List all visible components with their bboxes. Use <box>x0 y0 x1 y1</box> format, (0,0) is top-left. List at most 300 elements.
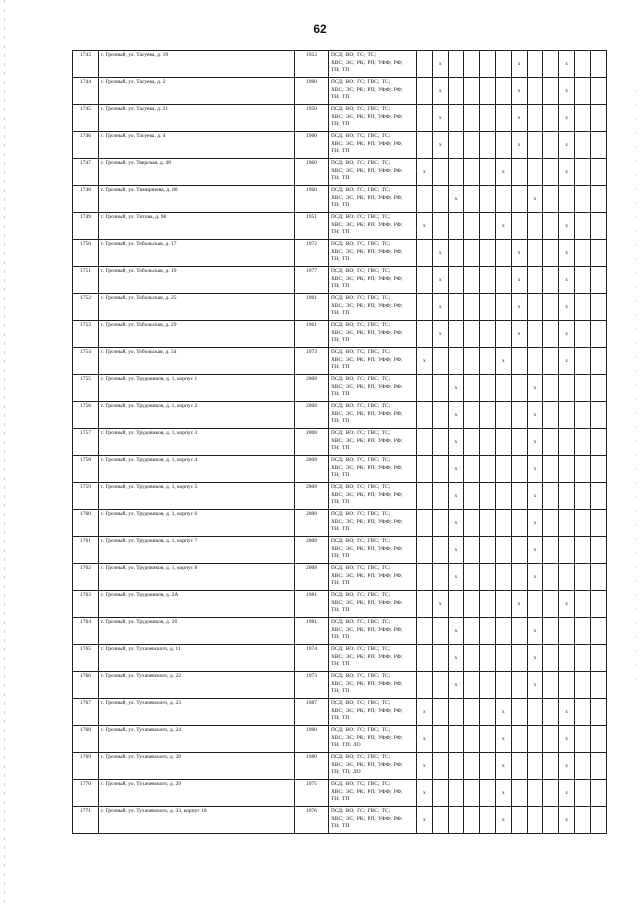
mark-cell <box>574 483 590 510</box>
table-row <box>73 240 607 267</box>
mark-cell <box>590 591 606 618</box>
table-row <box>73 456 607 483</box>
year-built-cell: 1953 <box>295 51 329 78</box>
mark-cell <box>495 375 511 402</box>
work-codes-cell: ПСД; ВО; ГС; ГВС; ТС; ХВС; ЭС; РК; РП; УФФ; РФ; ТН; ТП <box>329 672 417 699</box>
year-built-cell: 2008 <box>295 564 329 591</box>
mark-cell <box>464 699 480 726</box>
mark-cell <box>511 726 527 753</box>
address-cell: г. Грозный, ул. Трудовиков, д. 1, корпус 3 <box>99 429 295 456</box>
mark-cell <box>559 672 575 699</box>
mark-cell: х <box>527 429 543 456</box>
mark-cell <box>543 753 559 780</box>
mark-cell <box>574 645 590 672</box>
mark-cell: х <box>511 240 527 267</box>
address-cell: г. Грозный, ул. Трудовиков, д. 2б <box>99 618 295 645</box>
mark-cell <box>527 159 543 186</box>
mark-cell <box>590 240 606 267</box>
mark-cell <box>480 510 496 537</box>
mark-cell <box>432 159 448 186</box>
mark-cell <box>527 780 543 807</box>
mark-cell <box>543 510 559 537</box>
mark-cell <box>590 564 606 591</box>
table-row <box>73 294 607 321</box>
row-number-cell: 1760 <box>73 510 99 537</box>
mark-cell <box>480 159 496 186</box>
mark-cell: х <box>495 780 511 807</box>
mark-cell: х <box>511 267 527 294</box>
mark-cell <box>432 186 448 213</box>
mark-cell <box>590 780 606 807</box>
mark-cell <box>495 483 511 510</box>
mark-cell <box>432 618 448 645</box>
mark-cell: х <box>511 132 527 159</box>
year-built-cell: 1980 <box>295 753 329 780</box>
mark-cell <box>480 321 496 348</box>
row-number-cell: 1755 <box>73 375 99 402</box>
mark-cell <box>559 537 575 564</box>
mark-cell <box>543 780 559 807</box>
mark-cell <box>527 807 543 834</box>
mark-cell: х <box>417 753 433 780</box>
address-cell: г. Грозный, ул. Тухачевского, д. 29 <box>99 780 295 807</box>
mark-cell <box>574 564 590 591</box>
address-cell: г. Грозный, ул. Трудовиков, д. 1, корпус 7 <box>99 537 295 564</box>
mark-cell <box>543 51 559 78</box>
mark-cell <box>559 618 575 645</box>
mark-cell <box>464 780 480 807</box>
work-codes-cell: ПСД; ВО; ГС; ГВС; ТС; ХВС; ЭС; РК; РП; УФФ; РФ; ТН; ТП <box>329 132 417 159</box>
mark-cell <box>590 402 606 429</box>
mark-cell <box>495 321 511 348</box>
address-cell: г. Грозный, ул. Тобольская, д. 29 <box>99 321 295 348</box>
work-codes-cell: ПСД; ВО; ГС; ГВС; ТС; ХВС; ЭС; РК; РП; УФФ; РФ; ТН; ТП <box>329 699 417 726</box>
work-codes-cell: ПСД; ВО; ГС; ГВС; ТС; ХВС; ЭС; РК; РП; УФФ; РФ; ТН; ТП <box>329 321 417 348</box>
mark-cell <box>417 321 433 348</box>
mark-cell <box>417 240 433 267</box>
mark-cell <box>590 429 606 456</box>
mark-cell <box>590 321 606 348</box>
mark-cell <box>574 294 590 321</box>
year-built-cell: 1960 <box>295 78 329 105</box>
row-number-cell: 1750 <box>73 240 99 267</box>
mark-cell <box>543 375 559 402</box>
mark-cell <box>480 429 496 456</box>
mark-cell <box>464 51 480 78</box>
mark-cell <box>543 348 559 375</box>
work-codes-cell: ПСД; ВО; ГС; ГВС; ТС; ХВС; ЭС; РК; РП; УФФ; РФ; ТН; ТП <box>329 780 417 807</box>
mark-cell <box>559 510 575 537</box>
year-built-cell: 1960 <box>295 186 329 213</box>
table-row <box>73 537 607 564</box>
mark-cell <box>590 78 606 105</box>
mark-cell: х <box>559 213 575 240</box>
row-number-cell: 1751 <box>73 267 99 294</box>
mark-cell <box>464 807 480 834</box>
mark-cell <box>527 51 543 78</box>
mark-cell <box>432 807 448 834</box>
mark-cell <box>574 429 590 456</box>
mark-cell <box>511 159 527 186</box>
address-cell: г. Грозный, ул. Тухачевского, д. 24 <box>99 726 295 753</box>
row-number-cell: 1743 <box>73 51 99 78</box>
mark-cell <box>543 672 559 699</box>
mark-cell <box>480 375 496 402</box>
mark-cell <box>543 564 559 591</box>
address-cell: г. Грозный, ул. Тасуева, д. 2 <box>99 78 295 105</box>
mark-cell: х <box>417 159 433 186</box>
mark-cell <box>527 321 543 348</box>
address-cell: г. Грозный, ул. Тобольская, д. 25 <box>99 294 295 321</box>
mark-cell <box>417 672 433 699</box>
mark-cell <box>574 672 590 699</box>
mark-cell <box>495 645 511 672</box>
table-row <box>73 510 607 537</box>
mark-cell <box>590 348 606 375</box>
year-built-cell: 2008 <box>295 510 329 537</box>
year-built-cell: 1961 <box>295 321 329 348</box>
mark-cell: х <box>432 132 448 159</box>
mark-cell <box>495 105 511 132</box>
address-cell: г. Грозный, ул. Трудовиков, д. 1, корпус 4 <box>99 456 295 483</box>
mark-cell: х <box>559 132 575 159</box>
row-number-cell: 1744 <box>73 78 99 105</box>
mark-cell <box>495 429 511 456</box>
mark-cell <box>464 429 480 456</box>
mark-cell <box>574 753 590 780</box>
year-built-cell: 1960 <box>295 726 329 753</box>
mark-cell: х <box>495 753 511 780</box>
mark-cell <box>464 321 480 348</box>
work-codes-cell: ПСД; ВО; ГС; ГВС; ТС; ХВС; ЭС; РК; РП; УФФ; РФ; ТН; ТП <box>329 375 417 402</box>
mark-cell: х <box>559 78 575 105</box>
mark-cell <box>417 537 433 564</box>
mark-cell <box>417 51 433 78</box>
mark-cell <box>574 537 590 564</box>
mark-cell <box>511 780 527 807</box>
mark-cell <box>480 51 496 78</box>
mark-cell <box>590 375 606 402</box>
mark-cell: х <box>448 483 464 510</box>
mark-cell <box>432 375 448 402</box>
mark-cell <box>480 456 496 483</box>
mark-cell: х <box>559 321 575 348</box>
mark-cell <box>495 591 511 618</box>
mark-cell <box>511 456 527 483</box>
row-number-cell: 1770 <box>73 780 99 807</box>
mark-cell <box>448 159 464 186</box>
mark-cell <box>543 456 559 483</box>
mark-cell <box>574 348 590 375</box>
mark-cell <box>543 105 559 132</box>
mark-cell <box>495 618 511 645</box>
year-built-cell: 2008 <box>295 537 329 564</box>
mark-cell <box>574 402 590 429</box>
mark-cell <box>511 375 527 402</box>
work-codes-cell: ПСД; ВО; ГС; ГВС; ТС; ХВС; ЭС; РК; РП; УФФ; РФ; ТН; ТП <box>329 510 417 537</box>
mark-cell <box>495 186 511 213</box>
mark-cell: х <box>432 267 448 294</box>
mark-cell <box>590 510 606 537</box>
mark-cell: х <box>527 456 543 483</box>
mark-cell: х <box>527 375 543 402</box>
mark-cell <box>559 483 575 510</box>
table-row <box>73 726 607 753</box>
mark-cell <box>511 618 527 645</box>
year-built-cell: 1951 <box>295 213 329 240</box>
mark-cell <box>480 672 496 699</box>
mark-cell <box>543 618 559 645</box>
mark-cell <box>590 456 606 483</box>
mark-cell <box>417 375 433 402</box>
table-row <box>73 348 607 375</box>
mark-cell: х <box>495 807 511 834</box>
mark-cell <box>511 699 527 726</box>
work-codes-cell: ПСД; ВО; ГС; ГВС; ТС; ХВС; ЭС; РК; РП; УФФ; РФ; ТН; ТП <box>329 429 417 456</box>
table-row <box>73 645 607 672</box>
work-codes-cell: ПСД; ВО; ГС; ТС; ХВС; ЭС; РК; РП; УФФ; РФ; ТН; ТП <box>329 51 417 78</box>
mark-cell <box>527 348 543 375</box>
mark-cell <box>590 699 606 726</box>
table-row <box>73 780 607 807</box>
year-built-cell: 1973 <box>295 672 329 699</box>
mark-cell <box>432 510 448 537</box>
mark-cell <box>527 699 543 726</box>
mark-cell <box>480 294 496 321</box>
mark-cell <box>448 780 464 807</box>
address-cell: г. Грозный, ул. Трудовиков, д. 1, корпус 6 <box>99 510 295 537</box>
row-number-cell: 1753 <box>73 321 99 348</box>
address-cell: г. Грозный, ул. Трудовиков, д. 1, корпус 2 <box>99 402 295 429</box>
mark-cell <box>574 240 590 267</box>
year-built-cell: 1977 <box>295 267 329 294</box>
mark-cell <box>480 645 496 672</box>
mark-cell: х <box>417 726 433 753</box>
row-number-cell: 1766 <box>73 672 99 699</box>
row-number-cell: 1761 <box>73 537 99 564</box>
scan-edge-left <box>4 0 5 905</box>
mark-cell <box>417 429 433 456</box>
work-codes-cell: ПСД; ВО; ГС; ГВС; ТС; ХВС; ЭС; РК; РП; УФФ; РФ; ТН; ТП <box>329 294 417 321</box>
mark-cell <box>464 591 480 618</box>
mark-cell: х <box>559 753 575 780</box>
mark-cell <box>417 78 433 105</box>
year-built-cell: 2008 <box>295 375 329 402</box>
mark-cell: х <box>448 402 464 429</box>
mark-cell <box>527 591 543 618</box>
mark-cell <box>574 78 590 105</box>
page-number: 62 <box>313 22 327 36</box>
row-number-cell: 1746 <box>73 132 99 159</box>
mark-cell <box>495 510 511 537</box>
mark-cell: х <box>417 780 433 807</box>
work-codes-cell: ПСД; ВО; ГС; ГВС; ТС; ХВС; ЭС; РК; РП; УФФ; РФ; ТН; ТП <box>329 78 417 105</box>
year-built-cell: 1960 <box>295 159 329 186</box>
mark-cell <box>543 159 559 186</box>
mark-cell <box>417 564 433 591</box>
work-codes-cell: ПСД; ВО; ГС; ГВС; ТС; ХВС; ЭС; РК; РП; УФФ; РФ; ТН; ТП <box>329 348 417 375</box>
year-built-cell: 1981 <box>295 591 329 618</box>
mark-cell: х <box>527 510 543 537</box>
address-cell: г. Грозный, ул. Титова, д. 98 <box>99 213 295 240</box>
table-row <box>73 51 607 78</box>
mark-cell <box>543 321 559 348</box>
mark-cell <box>464 159 480 186</box>
mark-cell <box>590 294 606 321</box>
mark-cell <box>590 51 606 78</box>
year-built-cell: 1976 <box>295 807 329 834</box>
row-number-cell: 1745 <box>73 105 99 132</box>
mark-cell: х <box>448 375 464 402</box>
mark-cell <box>417 267 433 294</box>
scan-edge-right <box>635 90 636 690</box>
mark-cell: х <box>495 726 511 753</box>
mark-cell <box>574 321 590 348</box>
mark-cell <box>480 564 496 591</box>
mark-cell <box>480 267 496 294</box>
table-row <box>73 267 607 294</box>
mark-cell <box>590 807 606 834</box>
mark-cell <box>527 294 543 321</box>
mark-cell <box>574 591 590 618</box>
row-number-cell: 1747 <box>73 159 99 186</box>
mark-cell <box>527 267 543 294</box>
mark-cell <box>590 726 606 753</box>
table-row <box>73 78 607 105</box>
mark-cell <box>590 753 606 780</box>
mark-cell <box>417 105 433 132</box>
address-cell: г. Грозный, ул. Тасуева, д. 21 <box>99 105 295 132</box>
mark-cell <box>495 132 511 159</box>
mark-cell: х <box>511 591 527 618</box>
work-codes-cell: ПСД; ВО; ГС; ГВС; ТС; ХВС; ЭС; РК; РП; УФФ; РФ; ТН; ТП <box>329 591 417 618</box>
mark-cell: х <box>448 537 464 564</box>
table-row <box>73 483 607 510</box>
mark-cell <box>511 672 527 699</box>
mark-cell <box>495 240 511 267</box>
mark-cell <box>417 186 433 213</box>
mark-cell <box>511 186 527 213</box>
mark-cell <box>464 537 480 564</box>
mark-cell: х <box>559 591 575 618</box>
work-codes-cell: ПСД; ВО; ГС; ГВС; ТС; ХВС; ЭС; РК; РП; УФФ; РФ; ТН; ТП <box>329 483 417 510</box>
mark-cell: х <box>559 240 575 267</box>
registry-table-body <box>73 51 607 834</box>
mark-cell <box>464 645 480 672</box>
work-codes-cell: ПСД; ВО; ГС; ГВС; ТС; ХВС; ЭС; РК; РП; УФФ; РФ; ТН; ТП <box>329 213 417 240</box>
table-row <box>73 591 607 618</box>
year-built-cell: 2008 <box>295 483 329 510</box>
mark-cell <box>417 132 433 159</box>
work-codes-cell: ПСД; ВО; ГС; ГВС; ТС; ХВС; ЭС; РК; РП; УФФ; РФ; ТН; ТП <box>329 402 417 429</box>
mark-cell <box>543 591 559 618</box>
mark-cell: х <box>559 267 575 294</box>
mark-cell: х <box>527 186 543 213</box>
table-row <box>73 375 607 402</box>
address-cell: г. Грозный, ул. Тухачевского, д. 23 <box>99 699 295 726</box>
mark-cell <box>574 618 590 645</box>
mark-cell: х <box>559 51 575 78</box>
mark-cell <box>448 267 464 294</box>
mark-cell <box>574 780 590 807</box>
row-number-cell: 1769 <box>73 753 99 780</box>
row-number-cell: 1762 <box>73 564 99 591</box>
mark-cell <box>432 429 448 456</box>
mark-cell <box>574 132 590 159</box>
mark-cell: х <box>417 699 433 726</box>
mark-cell <box>432 348 448 375</box>
mark-cell <box>511 510 527 537</box>
work-codes-cell: ПСД; ВО; ГС; ГВС; ТС; ХВС; ЭС; РК; РП; УФФ; РФ; ТН; ТП; ЛО <box>329 753 417 780</box>
mark-cell: х <box>432 591 448 618</box>
mark-cell: х <box>495 213 511 240</box>
mark-cell <box>559 645 575 672</box>
table-row <box>73 159 607 186</box>
year-built-cell: 2008 <box>295 456 329 483</box>
mark-cell: х <box>559 780 575 807</box>
mark-cell <box>495 537 511 564</box>
mark-cell <box>495 564 511 591</box>
address-cell: г. Грозный, ул. Тасуева, д. 4 <box>99 132 295 159</box>
row-number-cell: 1758 <box>73 456 99 483</box>
mark-cell <box>543 402 559 429</box>
mark-cell <box>480 78 496 105</box>
year-built-cell: 1972 <box>295 240 329 267</box>
mark-cell <box>448 321 464 348</box>
row-number-cell: 1763 <box>73 591 99 618</box>
mark-cell <box>495 294 511 321</box>
mark-cell <box>527 105 543 132</box>
mark-cell <box>432 753 448 780</box>
mark-cell: х <box>559 105 575 132</box>
work-codes-cell: ПСД; ВО; ГС; ГВС; ТС; ХВС; ЭС; РК; РП; УФФ; РФ; ТН; ТП <box>329 564 417 591</box>
address-cell: г. Грозный, ул. Трудовиков, д. 1, корпус 8 <box>99 564 295 591</box>
mark-cell <box>511 348 527 375</box>
mark-cell <box>480 591 496 618</box>
mark-cell <box>464 672 480 699</box>
mark-cell <box>464 213 480 240</box>
mark-cell: х <box>448 618 464 645</box>
work-codes-cell: ПСД; ВО; ГС; ГВС; ТС; ХВС; ЭС; РК; РП; УФФ; РФ; ТН; ТП <box>329 105 417 132</box>
mark-cell <box>448 294 464 321</box>
mark-cell <box>432 456 448 483</box>
mark-cell <box>574 510 590 537</box>
table-row <box>73 132 607 159</box>
mark-cell <box>511 645 527 672</box>
mark-cell: х <box>417 213 433 240</box>
work-codes-cell: ПСД; ВО; ГС; ГВС; ТС; ХВС; ЭС; РК; РП; УФФ; РФ; ТН; ТП; ЛО <box>329 726 417 753</box>
mark-cell <box>543 429 559 456</box>
mark-cell: х <box>527 537 543 564</box>
mark-cell <box>511 429 527 456</box>
mark-cell <box>574 699 590 726</box>
mark-cell <box>480 780 496 807</box>
mark-cell <box>464 240 480 267</box>
mark-cell <box>448 591 464 618</box>
mark-cell <box>448 753 464 780</box>
mark-cell <box>432 402 448 429</box>
mark-cell <box>464 294 480 321</box>
mark-cell <box>590 483 606 510</box>
mark-cell: х <box>511 294 527 321</box>
mark-cell <box>432 726 448 753</box>
row-number-cell: 1759 <box>73 483 99 510</box>
mark-cell <box>574 186 590 213</box>
mark-cell <box>432 645 448 672</box>
table-row <box>73 672 607 699</box>
mark-cell <box>464 456 480 483</box>
mark-cell <box>590 537 606 564</box>
